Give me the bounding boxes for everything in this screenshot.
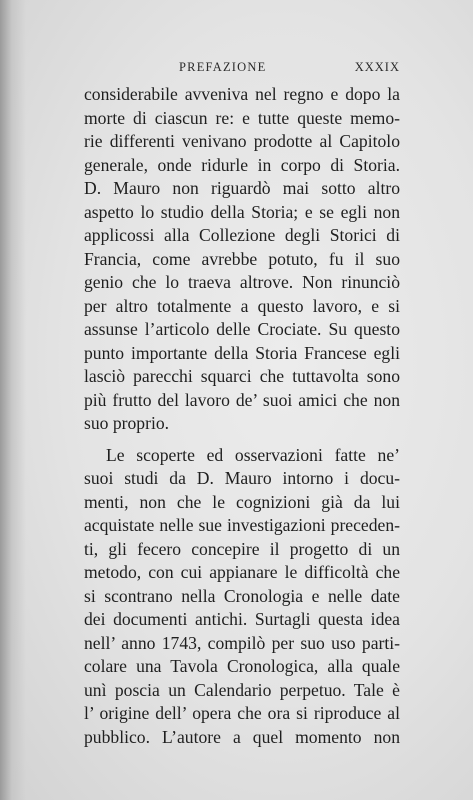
page-number: XXXIX (354, 60, 400, 74)
text-line: menti, non che le cognizioni già da lui (84, 491, 400, 512)
text-line: aspetto lo studio della Storia; e se egli non (84, 201, 400, 222)
text-line: dei documenti antichi. Surtagli questa idea (84, 609, 400, 629)
text-line: colare una Tavola Cronologica, alla quale (84, 656, 400, 676)
running-title: PREFAZIONE (179, 60, 267, 74)
text-line: applicossi alla Collezione degli Storici di (84, 225, 400, 245)
paragraph-gap (84, 436, 400, 444)
text-line: Francia, come avrebbe potuto, fu il suo (84, 248, 400, 269)
text-line: ti, gli fecero concepire il progetto di un (84, 538, 400, 559)
text-line: genio che lo traeva altrove. Non rinunciò (84, 272, 400, 292)
text-line: generale, onde ridurle in corpo di Storia. (84, 154, 400, 175)
text-line: Le scoperte ed osservazioni fatte ne’ (106, 444, 400, 465)
body-text (84, 83, 400, 749)
text-line: nell’ anno 1743, compilò per suo uso parti- (84, 632, 400, 653)
paragraph (84, 83, 400, 436)
text-line: acquistate nelle sue investigazioni preceden- (84, 515, 400, 535)
text-line: più frutto del lavoro de’ suoi amici che non (84, 389, 400, 410)
text-line: D. Mauro non riguardò mai sotto altro (84, 178, 400, 198)
text-line: lasciò parecchi squarci che tuttavolta sono (84, 366, 400, 386)
paragraph (84, 444, 400, 750)
page-header (84, 60, 400, 80)
text-line: metodo, con cui appianare le difficoltà che (84, 562, 400, 582)
text-line: l’ origine dell’ opera che ora si riproduce al (84, 703, 400, 723)
gutter-shadow (0, 0, 26, 800)
text-line: morte di ciascun re: e tutte queste memo- (84, 107, 400, 128)
text-line: rie differenti venivano prodotte al Capitolo (84, 131, 400, 151)
text-line: suoi studi da D. Mauro intorno i docu- (84, 468, 400, 488)
text-line: considerabile avveniva nel regno e dopo la (84, 84, 400, 104)
text-line: per altro totalmente a questo lavoro, e si (84, 295, 400, 316)
text-line: suo proprio. (84, 413, 170, 433)
text-line: punto importante della Storia Francese egli (84, 342, 400, 363)
text-line: pubblico. L’autore a quel momento non (84, 726, 400, 747)
text-line: assunse l’articolo delle Crociate. Su questo (84, 319, 400, 339)
text-line: unì poscia un Calendario perpetuo. Tale è (84, 679, 400, 700)
text-line: si scontrano nella Cronologia e nelle date (84, 585, 400, 606)
